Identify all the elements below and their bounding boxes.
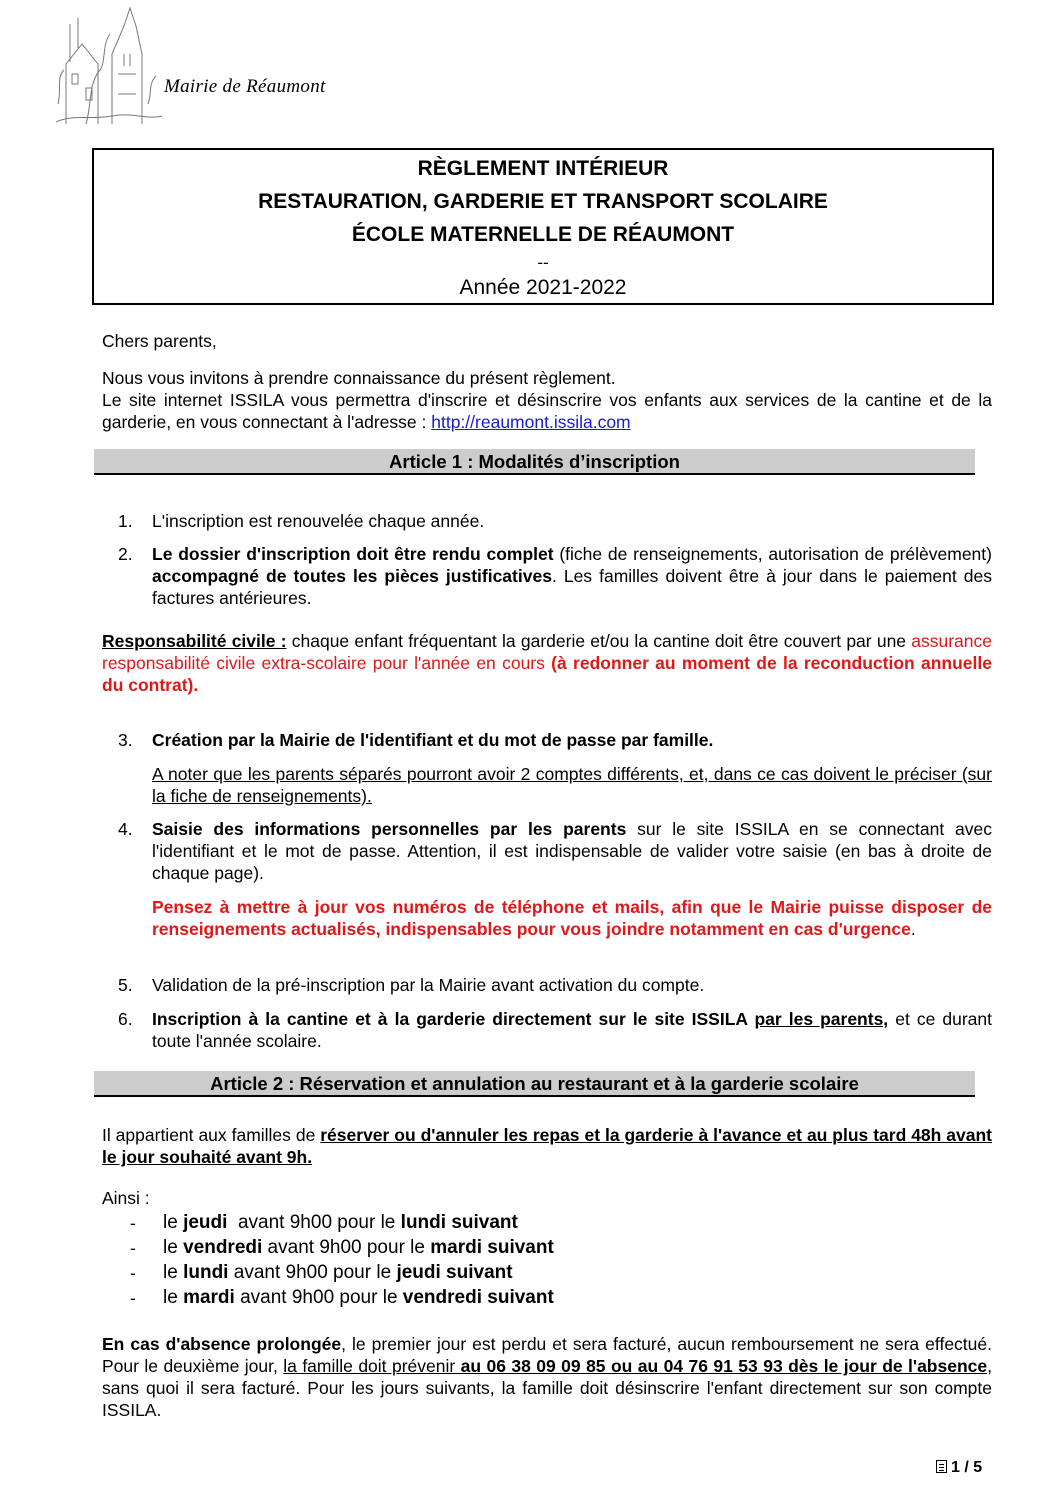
rule-dash: - bbox=[130, 1263, 136, 1283]
a2-bold-underline: réserver ou d'annuler les repas et la garderie à l'avance et au plus tard 48h avant le jour souhaité avant 9h. bbox=[102, 1125, 992, 1167]
title-line-3: ÉCOLE MATERNELLE DE RÉAUMONT bbox=[351, 223, 735, 246]
resp-label: Responsabilité civile : bbox=[102, 631, 287, 651]
item-4-text bbox=[152, 818, 992, 884]
item-2-number: 2. bbox=[118, 544, 133, 564]
rule-dash: - bbox=[130, 1238, 136, 1258]
intro-line-1: Nous vous invitons à prendre connaissance du présent règlement. bbox=[102, 368, 616, 388]
mairie-label: Mairie de Réaumont bbox=[164, 76, 326, 97]
item-4-warning bbox=[152, 896, 992, 940]
title-separator: -- bbox=[537, 253, 549, 272]
intro-paragraph bbox=[102, 389, 992, 433]
item-6-bold: Inscription à la cantine et à la garderie directement sur le site ISSILA bbox=[152, 1009, 755, 1029]
item-5-number: 5. bbox=[118, 975, 133, 995]
article-2-intro bbox=[102, 1124, 992, 1168]
item-2-text-2: . Les familles doivent être à jour dans le paiement des factures antérieures. bbox=[152, 566, 992, 608]
rule-mardi: le mardi avant 9h00 pour le vendredi suivant bbox=[163, 1287, 554, 1308]
absence-phone: au 06 38 09 09 85 ou au 04 76 91 53 93 dès le jour de l'absence bbox=[460, 1356, 988, 1376]
item-2-text-1: (fiche de renseignements, autorisation de prélèvement) bbox=[553, 544, 992, 564]
resp-red-bold: (à redonner au moment de la reconduction annuelle du contrat). bbox=[102, 653, 992, 695]
item-2-bold-2: accompagné de toutes les pièces justificatives bbox=[152, 566, 552, 586]
item-3-note: A noter que les parents séparés pourront avoir 2 comptes différents, et, dans ce cas doivent le préciser (sur la fiche de renseignements). bbox=[152, 764, 992, 806]
item-1-number: 1. bbox=[118, 511, 133, 531]
title-box bbox=[92, 148, 994, 305]
absence-text-1: , le premier jour est perdu et sera facturé, aucun remboursement ne sera effectué. Pour le deuxième jour, bbox=[102, 1334, 992, 1376]
rule-lundi: le lundi avant 9h00 pour le jeudi suivant bbox=[163, 1262, 513, 1283]
intro-line-2: Le site internet ISSILA vous permettra d'inscrire et désinscrire vos enfants aux services de la cantine et de la garderie, en vous connectant à l'adresse : bbox=[102, 390, 992, 432]
absence-paragraph bbox=[102, 1333, 992, 1421]
warning-text: Pensez à mettre à jour vos numéros de téléphone et mails, afin que le Mairie puisse disposer de renseignements actualisés, indispensables pour vous joindre notamment en cas d'urgence bbox=[152, 897, 992, 939]
item-4-body: sur le site ISSILA en se connectant avec l'identifiant et le mot de passe. Attention, il est indispensable de valider votre saisie (en bas à droite de chaque page). bbox=[152, 819, 992, 883]
resp-text: chaque enfant fréquentant la garderie et/ou la cantine doit être couvert par une bbox=[286, 631, 912, 651]
item-4-bold: Saisie des informations personnelles par les parents bbox=[152, 819, 627, 839]
responsabilite-paragraph bbox=[102, 630, 992, 696]
rule-vendredi: le vendredi avant 9h00 pour le mardi suivant bbox=[163, 1237, 554, 1258]
greeting: Chers parents, bbox=[102, 331, 217, 351]
item-6-underline: par les parents, bbox=[754, 1009, 889, 1029]
rule-jeudi: le jeudi avant 9h00 pour le lundi suivant bbox=[163, 1212, 518, 1233]
item-6-body: et ce durant toute l'année scolaire. bbox=[152, 1009, 992, 1051]
absence-underline: la famille doit prévenir bbox=[283, 1356, 461, 1376]
resp-red-text: assurance responsabilité civile extra-scolaire pour l'année en cours bbox=[102, 631, 993, 673]
article-1-heading: Article 1 : Modalités d’inscription bbox=[94, 449, 975, 475]
item-2-bold-1: Le dossier d'inscription doit être rendu complet bbox=[152, 544, 554, 564]
title-line-2: RESTAURATION, GARDERIE ET TRANSPORT SCOLAIRE bbox=[258, 190, 828, 213]
church-logo bbox=[52, 4, 164, 126]
item-6-text bbox=[152, 1008, 992, 1052]
ainsi-label: Ainsi : bbox=[102, 1188, 150, 1208]
item-4-number: 4. bbox=[118, 819, 133, 839]
warning-end: . bbox=[910, 919, 916, 939]
item-3-number: 3. bbox=[118, 730, 133, 750]
article-2-heading: Article 2 : Réservation et annulation au restaurant et à la garderie scolaire bbox=[94, 1071, 975, 1097]
issila-link[interactable]: http://reaumont.issila.com bbox=[431, 412, 631, 432]
item-3-text: Création par la Mairie de l'identifiant et du mot de passe par famille. bbox=[152, 730, 714, 750]
page-footer bbox=[936, 1457, 982, 1479]
document-icon bbox=[936, 1460, 947, 1473]
title-year: Année 2021-2022 bbox=[459, 276, 627, 299]
absence-text-2: , sans quoi il sera facturé. Pour les jours suivants, la famille doit désinscrire l'enfant directement sur son compte ISSILA. bbox=[102, 1356, 992, 1420]
item-6-number: 6. bbox=[118, 1009, 133, 1029]
rule-dash: - bbox=[130, 1288, 136, 1308]
title-line-1: RÈGLEMENT INTÉRIEUR bbox=[417, 157, 669, 180]
rule-dash: - bbox=[130, 1213, 136, 1233]
absence-bold: En cas d'absence prolongée bbox=[102, 1334, 342, 1354]
item-2-text bbox=[152, 543, 992, 609]
a2-text: Il appartient aux familles de bbox=[102, 1125, 321, 1145]
page-number: 1 / 5 bbox=[951, 1459, 983, 1476]
item-5-text: Validation de la pré-inscription par la Mairie avant activation du compte. bbox=[152, 975, 705, 995]
item-1-text: L'inscription est renouvelée chaque année. bbox=[152, 511, 485, 531]
